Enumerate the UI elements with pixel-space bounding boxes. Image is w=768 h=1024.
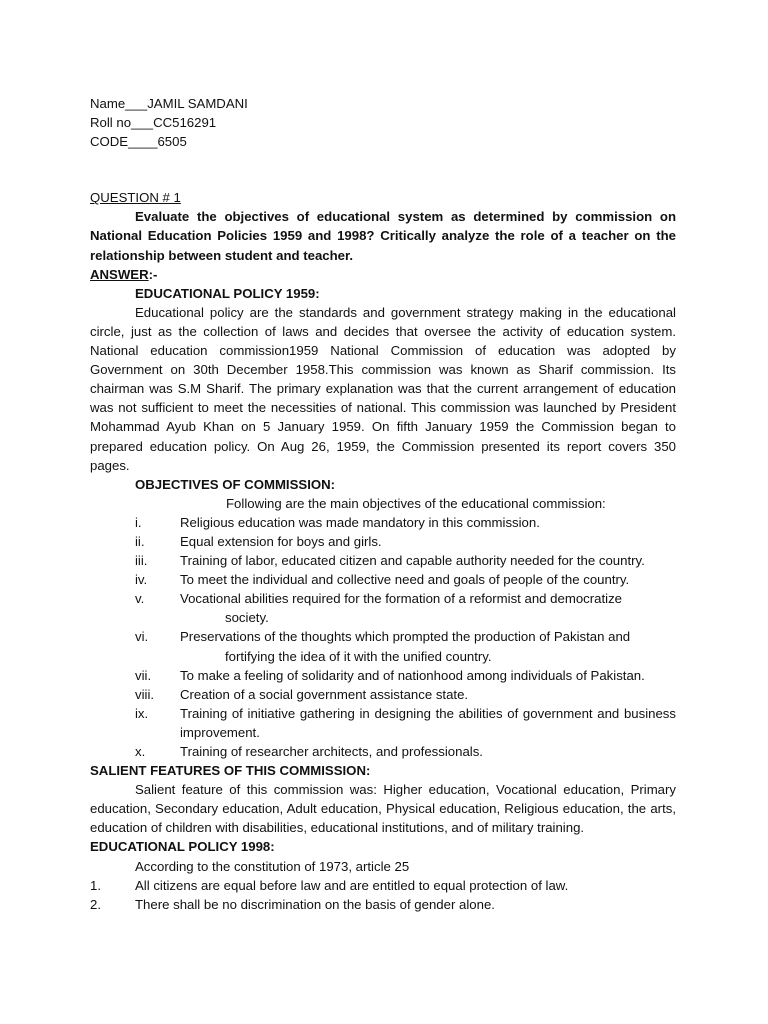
policy-1959-heading: EDUCATIONAL POLICY 1959: [135,285,320,301]
spacer [90,151,676,188]
list-item [90,532,676,551]
item-text: Equal extension for boys and girls. [180,533,382,549]
name-line [90,94,676,113]
item-text-continued: fortifying the idea of it with the unified country. [225,648,492,664]
item-text: Religious education was made mandatory in this commission. [180,514,540,530]
policy-1998-heading: EDUCATIONAL POLICY 1998: [90,839,275,855]
roll-value: CC516291 [153,115,217,131]
item-text: There shall be no discrimination on the basis of gender alone. [135,896,495,912]
list-item [90,685,676,704]
objectives-heading: OBJECTIVES OF COMMISSION: [135,476,336,492]
item-number: 1. [90,877,101,893]
item-text-continued: society. [225,610,269,626]
item-text: Training of researcher architects, and professionals. [180,744,483,759]
document-body [90,94,676,914]
list-item [90,627,676,665]
item-text: Creation of a social government assistance state. [180,686,469,702]
list-item [90,551,676,570]
policy-1998-list [90,876,676,914]
item-number: iii. [135,553,148,569]
list-item [90,704,676,742]
item-number: iv. [135,572,148,588]
item-number: v. [135,591,145,607]
list-item [90,876,676,895]
salient-paragraph: Salient feature of this commission was: Higher education, Vocational education, Primary education, Secondary education, Adult education, Physical education, Religious education, the arts, education of children with disabilities, educational institutions, and of military training. [90,782,676,836]
item-number: ii. [135,533,145,549]
item-number: 2. [90,896,101,912]
list-item [90,742,676,761]
question-label: QUESTION # 1 [90,190,181,206]
answer-suffix: :- [148,266,158,282]
objectives-list [90,513,676,761]
item-number: ix. [135,705,149,721]
item-number: i. [135,514,142,530]
list-item [90,570,676,589]
item-text: To make a feeling of solidarity and of nationhood among individuals of Pakistan. [180,667,645,683]
answer-line [90,265,676,284]
policy-1959-paragraph: Educational policy are the standards and government strategy making in the educational circle, just as the collection of laws and decides that oversee the activity of education system. National education commission1959 National Commission of education was adopted by Government on 30th December 1958.This commission was known as Sharif commission. Its chairman was S.M Sharif. The primary explanation was that the current arrangement of education was not sufficient to meet the necessities of national. This commission was launched by President Mohammad Ayub Khan on 5 January 1959. On fifth January 1959 the Commission began to prepared education policy. On Aug 26, 1959, the Commission presented its report covers 350 pages. [90,304,676,473]
name-value: JAMIL SAMDANI [147,96,248,111]
item-text: To meet the individual and collective need and goals of people of the country. [180,572,630,588]
item-text: Training of initiative gathering in designing the abilities of government and business improvement. [180,705,676,740]
code-line [90,132,676,151]
item-number: vi. [135,629,149,645]
list-item [90,589,676,627]
roll-label: Roll no___ [90,115,154,131]
question-text: Evaluate the objectives of educational system as determined by commission on National Education Policies 1959 and 1998? Critically analyze the role of a teacher on the relationship between student and teacher. [90,209,676,263]
list-item [90,513,676,532]
item-text: Vocational abilities required for the formation of a reformist and democratize [180,591,623,607]
student-header [90,94,676,151]
code-label: CODE____ [90,134,158,150]
roll-line [90,113,676,132]
item-text: Training of labor, educated citizen and capable authority needed for the country. [180,553,645,569]
objectives-intro: Following are the main objectives of the educational commission: [226,495,606,511]
name-label: Name___ [90,96,148,111]
answer-label: ANSWER [90,266,149,282]
item-number: vii. [135,667,152,683]
list-item [90,895,676,914]
item-number: viii. [135,686,155,702]
list-item [90,666,676,685]
item-text: All citizens are equal before law and are entitled to equal protection of law. [135,877,569,893]
code-value: 6505 [157,134,187,150]
item-number: x. [135,744,146,759]
policy-1998-intro: According to the constitution of 1973, article 25 [135,858,410,874]
salient-heading: SALIENT FEATURES OF THIS COMMISSION: [90,763,371,779]
item-text: Preservations of the thoughts which prompted the production of Pakistan and [180,629,631,645]
